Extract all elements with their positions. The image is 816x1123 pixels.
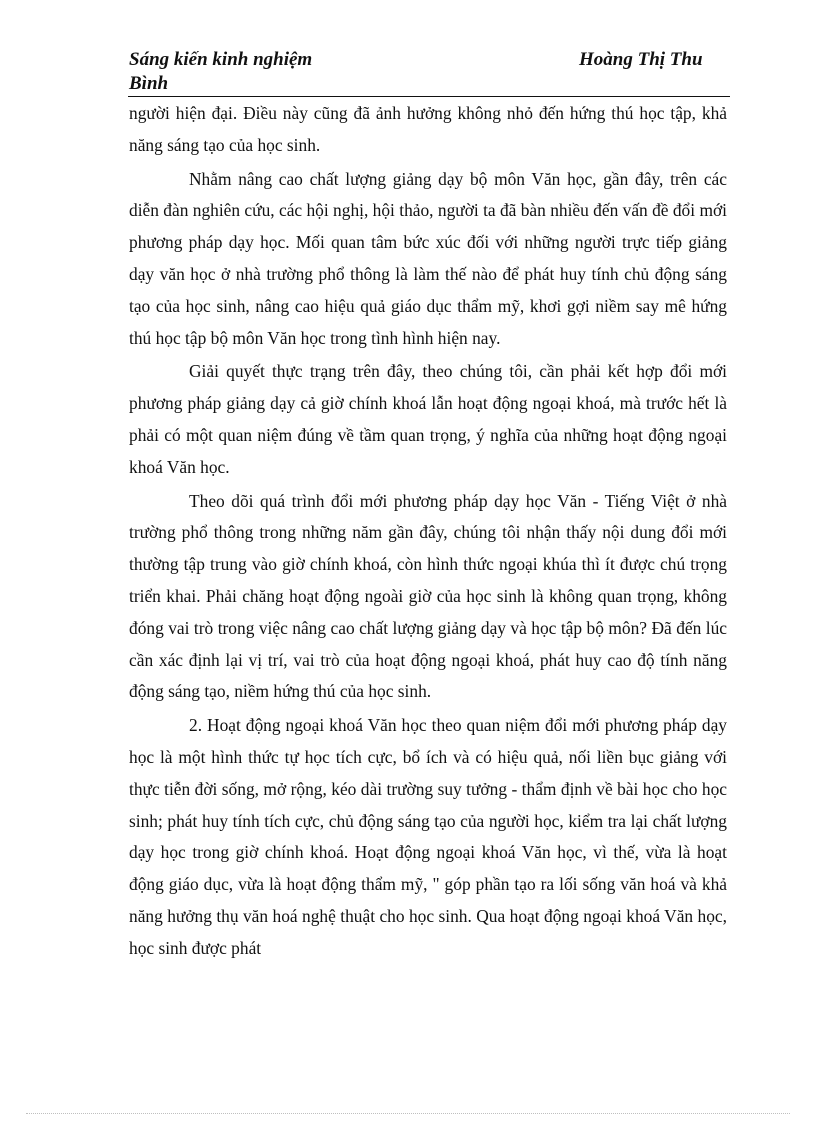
header-rule xyxy=(128,96,730,97)
paragraph-numbered: 2. Hoạt động ngoại khoá Văn học theo quan niệm đổi mới phương pháp dạy học là một hình thức tự học tích cực, bổ ích và có hiệu quả, nối liền bục giảng với thực tiễn đời sống, mở rộng, kéo dài trường suy tưởng - thẩm định về bài học cho học sinh; phát huy tính tích cực, chủ động sáng tạo của người học, kiểm tra lại chất lượng dạy học trong giờ chính khoá. Hoạt động ngoại khoá Văn học, vì thế, vừa là hoạt động giáo dục, vừa là hoạt động thẩm mỹ, " góp phần tạo ra lối sống văn hoá và khả năng hưởng thụ văn hoá nghệ thuật cho học sinh. Qua hoạt động ngoại khoá Văn học, học sinh được phát xyxy=(129,715,727,958)
header-author: Hoàng Thị Thu xyxy=(579,49,703,70)
paragraph-continued: người hiện đại. Điều này cũng đã ảnh hưởng không nhỏ đến hứng thú học tập, khả năng sáng tạo của học sinh. xyxy=(129,103,727,155)
page-bottom-border xyxy=(26,1113,790,1114)
paragraph: Giải quyết thực trạng trên đây, theo chúng tôi, cần phải kết hợp đổi mới phương pháp giảng dạy cả giờ chính khoá lẫn hoạt động ngoại khoá, mà trước hết là phải có một quan niệm đúng về tầm quan trọng, ý nghĩa của những hoạt động ngoại khoá Văn học. xyxy=(129,361,727,477)
paragraph: Theo dõi quá trình đổi mới phương pháp dạy học Văn - Tiếng Việt ở nhà trường phổ thông trong những năm gần đây, chúng tôi nhận thấy nội dung đổi mới thường tập trung vào giờ chính khoá, còn hình thức ngoại khúa thì ít được chú trọng triển khai. Phải chăng hoạt động ngoài giờ của học sinh là không quan trọng, không đóng vai trò trong việc nâng cao chất lượng giảng dạy và học tập bộ môn? Đã đến lúc cần xác định lại vị trí, vai trò của hoạt động ngoại khoá, phát huy cao độ tính năng động sáng tạo, niềm hứng thú của học sinh. xyxy=(129,490,727,702)
header-author-continued: Bình xyxy=(129,73,169,94)
paragraph: Nhằm nâng cao chất lượng giảng dạy bộ môn Văn học, gần đây, trên các diễn đàn nghiên cứu, các hội nghị, hội thảo, người ta đã bàn nhiều đến vấn đề đổi mới phương pháp dạy học. Mối quan tâm bức xúc đối với những người trực tiếp giảng dạy văn học ở nhà trường phổ thông là làm thế nào để phát huy tính chủ động sáng tạo của học sinh, nâng cao hiệu quả giáo dục thẩm mỹ, khơi gợi niềm say mê hứng thú học tập bộ môn Văn học trong tình hình hiện nay. xyxy=(129,168,727,348)
header-title: Sáng kiến kinh nghiệm xyxy=(129,49,313,70)
document-body xyxy=(129,98,727,967)
page-header xyxy=(129,48,729,96)
